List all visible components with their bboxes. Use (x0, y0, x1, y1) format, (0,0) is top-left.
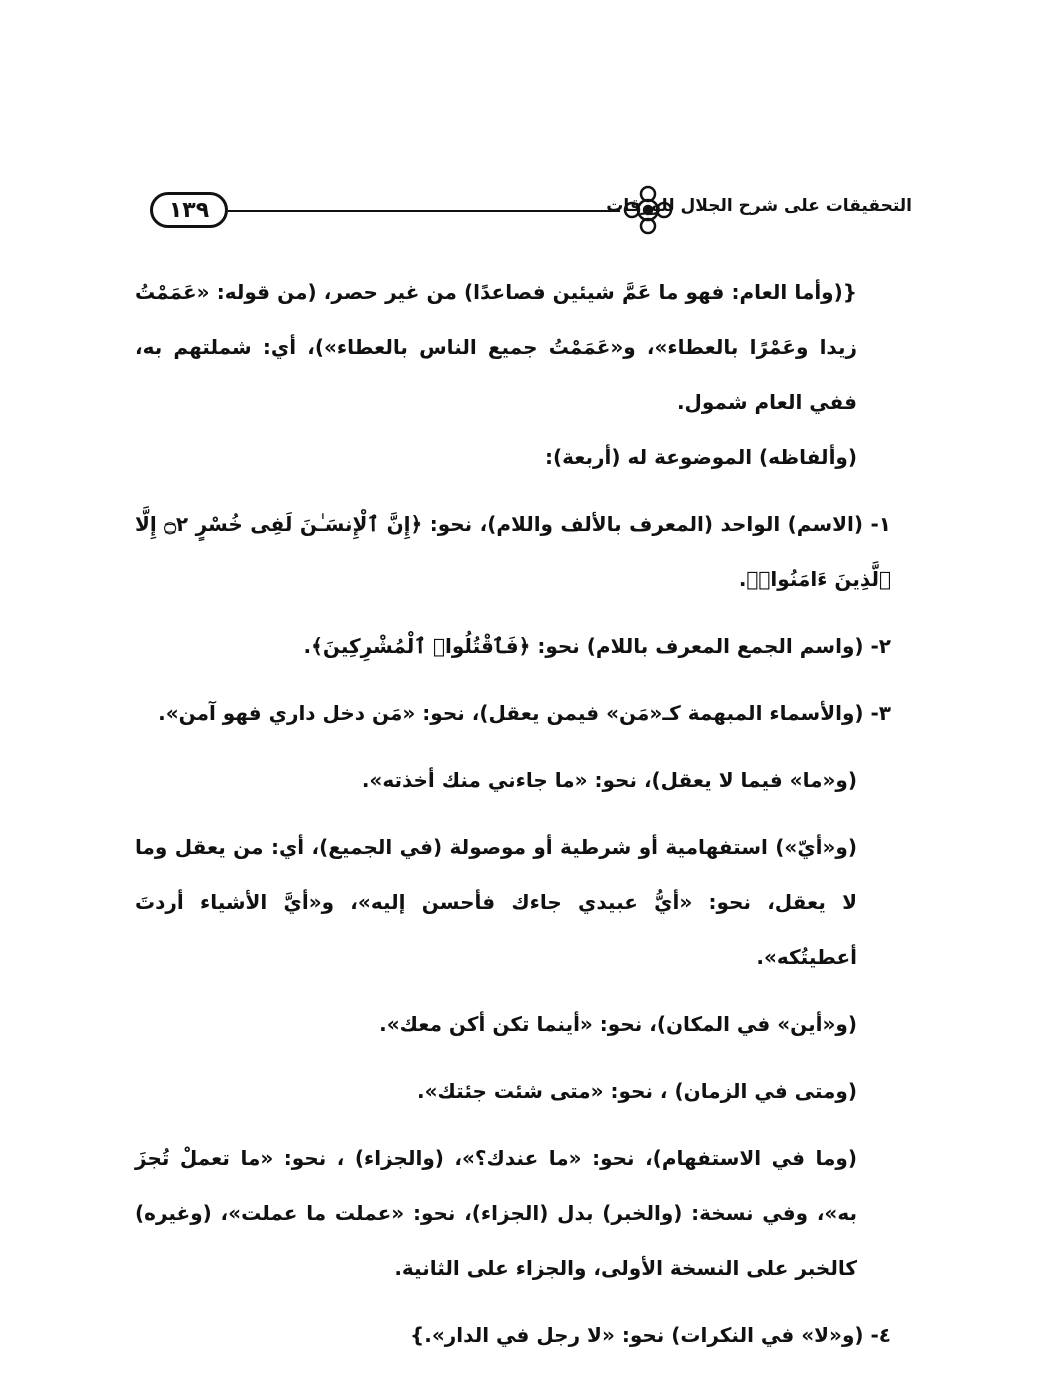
paragraph-istifham: (وما في الاستفهام)، نحو: «ما عندك؟»، (والجزاء) ، نحو: «ما تعملْ تُجزَ به»، وفي نسخة: (والخبر) بدل (الجزاء)، نحو: «عملت ما عملت»، (وغيره) كالخبر على النسخة الأولى، والجزاء على الثانية. (135, 1146, 857, 1280)
paragraph-mata: (ومتى في الزمان) ، نحو: «متى شئت جئتك». (417, 1079, 857, 1103)
paragraph-definition: {(وأما العام: فهو ما عَمَّ شيئين فصاعدًا) من غير حصر، (من قوله: «عَمَمْتُ زيدا وعَمْرًا بالعطاء»، و«عَمَمْتُ جميع الناس بالعطاء»)، أي: شملتهم به، ففي العام شمول. (135, 280, 857, 414)
page-number: ١٣٩ (150, 192, 228, 228)
paragraph-words: (وألفاظه) الموضوعة له (أربعة): (544, 445, 857, 469)
header-rule (228, 210, 620, 212)
page-header (140, 170, 910, 240)
paragraph-ma: (و«ما» فيما لا يعقل)، نحو: «ما جاءني منك أخذته». (361, 768, 857, 792)
running-title: التحقيقات على شرح الجلال للورقات (606, 196, 912, 216)
paragraph-ayna: (و«أين» في المكان)، نحو: «أينما تكن أكن معك». (379, 1012, 857, 1036)
list-item-1: ١- (الاسم) الواحد (المعرف بالألف واللام)، نحو: ﴿إِنَّ ٱلْإِنسَـٰنَ لَفِى خُسْرٍ ۝٢ إِلَّا ٱلَّذِينَ ءَامَنُوا۟﴾. (135, 512, 891, 591)
list-item-3: ٣- (والأسماء المبهمة كـ«مَن» فيمن يعقل)، نحو: «مَن دخل داري فهو آمن». (158, 701, 891, 725)
paragraph-ayy: (و«أيّ») استفهامية أو شرطية أو موصولة (في الجميع)، أي: من يعقل وما لا يعقل، نحو: «أيُّ عبيدي جاءك فأحسن إليه»، و«أيَّ الأشياء أردتَ أعطيتُكه». (135, 835, 857, 969)
list-item-4: ٤- (و«لا» في النكرات) نحو: «لا رجل في الدار».} (410, 1323, 891, 1347)
list-item-2: ٢- (واسم الجمع المعرف باللام) نحو: ﴿فَٱقْتُلُوا۟ ٱلْمُشْرِكِينَ﴾. (303, 634, 891, 658)
page-body (135, 265, 905, 1363)
